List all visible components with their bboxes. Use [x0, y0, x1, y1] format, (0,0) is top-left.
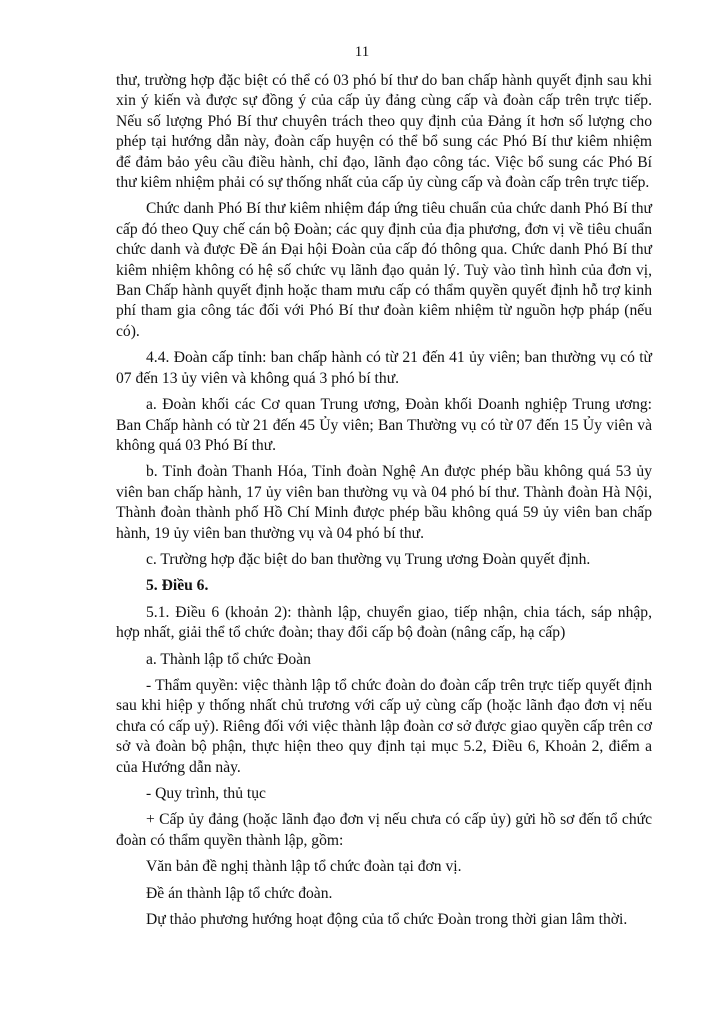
paragraph: 4.4. Đoàn cấp tỉnh: ban chấp hành có từ 21 đến 41 ủy viên; ban thường vụ có từ 07 đến 13 ủy viên và không quá 3 phó bí thư. [116, 349, 652, 387]
section-heading: 5. Điều 6. [146, 577, 209, 595]
paragraph: - Thẩm quyền: việc thành lập tổ chức đoàn do đoàn cấp trên trực tiếp quyết định sau khi hiệp y thống nhất chủ trương với cấp uỷ cùng cấp (hoặc lãnh đạo đơn vị nếu chưa có cấp uỷ). Riêng đối với việc thành lập đoàn cơ sở được giao quyền cấp trên cơ sở và đoàn bộ phận, thực hiện theo quy định tại mục 5.2, Điều 6, Khoản 2, điểm a của Hướng dẫn này. [116, 676, 652, 776]
list-item: Dự thảo phương hướng hoạt động của tổ chức Đoàn trong thời gian lâm thời. [146, 911, 628, 929]
paragraph: - Quy trình, thủ tục [146, 785, 266, 802]
page-number: 11 [354, 44, 370, 60]
paragraph: a. Thành lập tổ chức Đoàn [146, 650, 311, 668]
paragraph: + Cấp ủy đảng (hoặc lãnh đạo đơn vị nếu chưa có cấp ủy) gửi hồ sơ đến tổ chức đoàn có thẩm quyền thành lập, gồm: [116, 811, 652, 849]
paragraph: c. Trường hợp đặc biệt do ban thường vụ Trung ương Đoàn quyết định. [146, 550, 591, 568]
list-item: Văn bản đề nghị thành lập tổ chức đoàn tại đơn vị. [146, 858, 462, 876]
paragraph: 5.1. Điều 6 (khoản 2): thành lập, chuyển giao, tiếp nhận, chia tách, sáp nhập, hợp nhất, giải thể tổ chức đoàn; thay đổi cấp bộ đoàn (nâng cấp, hạ cấp) [116, 603, 652, 642]
paragraph: thư, trường hợp đặc biệt có thể có 03 phó bí thư do ban chấp hành quyết định sau khi xin ý kiến và được sự đồng ý của cấp ủy đảng cùng cấp và đoàn cấp trên trực tiếp. Nếu số lượng Phó Bí thư chuyên trách theo quy định của Đảng ít hơn số lượng cho phép tại hướng dẫn này, đoàn cấp huyện có thể bổ sung các Phó Bí thư kiêm nhiệm để đảm bảo yêu cầu điều hành, chỉ đạo, lãnh đạo công tác. Việc bổ sung các Phó Bí thư kiêm nhiệm phải có sự thống nhất của cấp ủy cùng cấp và đoàn cấp trên trực tiếp. [116, 72, 652, 192]
paragraph: a. Đoàn khối các Cơ quan Trung ương, Đoàn khối Doanh nghiệp Trung ương: Ban Chấp hành có từ 21 đến 45 Ủy viên; Ban Thường vụ có từ 07 đến 15 Ủy viên và không quá 03 Phó Bí thư. [116, 396, 652, 454]
list-item: Đề án thành lập tổ chức đoàn. [146, 884, 333, 902]
paragraph: b. Tỉnh đoàn Thanh Hóa, Tỉnh đoàn Nghệ An được phép bầu không quá 53 ủy viên ban chấp hành, 17 ủy viên ban thường vụ và 04 phó bí thư. Thành đoàn Hà Nội, Thành đoàn thành phố Hồ Chí Minh được phép bầu không quá 59 ủy viên ban chấp hành, 19 ủy viên ban thường vụ và 04 phó bí thư. [116, 463, 652, 542]
paragraph: Chức danh Phó Bí thư kiêm nhiệm đáp ứng tiêu chuẩn của chức danh Phó Bí thư cấp đó theo Quy chế cán bộ Đoàn; các quy định của địa phương, đơn vị về tiêu chuẩn chức danh và được Đề án Đại hội Đoàn của cấp đó thông qua. Chức danh Phó Bí thư kiêm nhiệm không có hệ số chức vụ lãnh đạo quản lý. Tuỳ vào tình hình của đơn vị, Ban Chấp hành quyết định hoặc tham mưu cấp có thẩm quyền quyết định hỗ trợ kinh phí tham gia công tác đối với Phó Bí thư đoàn kiêm nhiệm từ nguồn hợp pháp (nếu có). [116, 200, 652, 340]
document-body [116, 71, 652, 936]
